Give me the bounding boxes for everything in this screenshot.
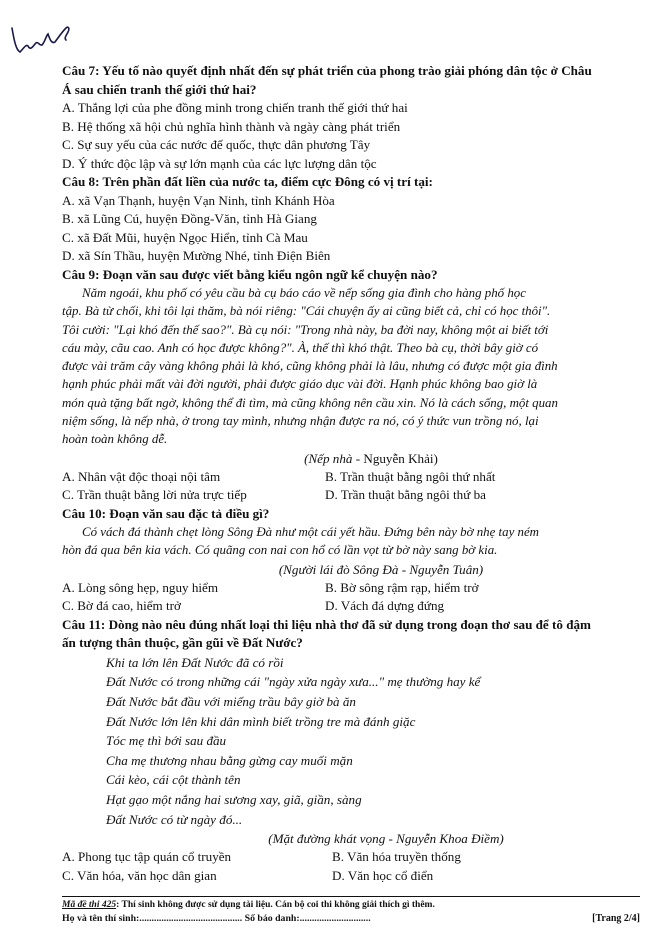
footer-instructions: : Thí sinh không được sử dụng tài liệu. Cán bộ coi thi không giải thích gì thêm. bbox=[116, 900, 435, 910]
excerpt-line: cáu mày, cãu cao. Anh có học được không?". À, thế thì khó thật. Theo bà cụ, thời bây giờ có bbox=[62, 340, 539, 355]
poem-line: Hạt gạo một nắng hai sương xay, giã, giần, sàng bbox=[106, 791, 362, 807]
answer-option-d: D. Ý thức độc lập và sự lớn mạnh của các lực lượng dân tộc bbox=[62, 155, 377, 171]
answer-option-a: A. Phong tục tập quán cổ truyền bbox=[62, 849, 232, 865]
excerpt-line: tập. Bà từ chối, khi tôi lại thăm, bà nói riêng: "Cái chuyện ấy ai cũng biết cả, chỉ có học thôi". bbox=[62, 304, 551, 319]
answer-option-a: A. Lòng sông hẹp, nguy hiểm bbox=[62, 579, 219, 595]
question-text: Trên phần đất liền của nước ta, điểm cực Đông có vị trí tại: bbox=[99, 174, 433, 189]
footer-candidate-row bbox=[62, 912, 640, 926]
poem-line: Đất Nước lớn lên khi dân mình biết trồng tre mà đánh giặc bbox=[106, 713, 416, 729]
question-text-cont: Á sau chiến tranh thế giới thứ hai? bbox=[62, 81, 257, 97]
poem-line: Đất Nước có từ ngày đó... bbox=[106, 811, 243, 827]
poem-excerpt bbox=[62, 653, 640, 829]
poem-line: Đất Nước bắt đầu với miếng trầu bây giờ bà ăn bbox=[106, 693, 356, 709]
question-label: Câu 11: bbox=[62, 616, 106, 632]
excerpt-line: niệm sống, là nếp nhà, ở trong tay mình, nhưng nhận được ra nó, có ý thức vun trồng nó, lại bbox=[62, 414, 539, 429]
question-text: Yếu tố nào quyết định nhất đến sự phát triển của phong trào giải phóng dân tộc ở Châu bbox=[99, 63, 592, 78]
answer-option-a: A. Nhân vật độc thoại nội tâm bbox=[62, 468, 221, 484]
candidate-name-field: Họ và tên thí sinh:.......................................... Số báo danh:............................. bbox=[62, 913, 371, 924]
answer-option-d: D. Vách đá dựng đứng bbox=[325, 598, 445, 614]
answer-option-b: B. xã Lũng Cú, huyện Đồng-Văn, tỉnh Hà Giang bbox=[62, 211, 317, 226]
answer-row bbox=[62, 597, 640, 616]
answer-option-d: D. xã Sín Thầu, huyện Mường Nhé, tỉnh Điện Biên bbox=[62, 248, 331, 263]
answer-option-c: C. xã Đất Mũi, huyện Ngọc Hiển, tỉnh Cà Mau bbox=[62, 229, 308, 245]
answer-option-d: D. Văn học cổ điển bbox=[332, 867, 434, 883]
exam-page-content bbox=[62, 62, 640, 885]
question-7 bbox=[62, 62, 640, 81]
question-11 bbox=[62, 616, 640, 635]
question-text: Đoạn văn sau được viết bằng kiểu ngôn ngữ kể chuyện nào? bbox=[99, 266, 438, 282]
question-10 bbox=[62, 505, 640, 524]
excerpt-line: Tôi cười: "Lại khó đến thế sao?". Bà cụ nói: "Trong nhà này, ba đời nay, không một ai biết tới bbox=[62, 322, 549, 337]
poem-line: Cái kèo, cái cột thành tên bbox=[106, 772, 241, 788]
poem-source: (Mặt đường khát vọng - Nguyễn Khoa Điềm) bbox=[268, 831, 504, 847]
answer-option-d: D. Trần thuật bằng ngôi thứ ba bbox=[325, 487, 486, 503]
answer-option-b: B. Hệ thống xã hội chủ nghĩa hình thành và ngày càng phát triển bbox=[62, 118, 401, 134]
excerpt-line: hoàn toàn không dễ. bbox=[62, 432, 168, 447]
answer-row bbox=[62, 848, 640, 867]
answer-option-a: A. Thắng lợi của phe đồng minh trong chiến tranh thế giới thứ hai bbox=[62, 100, 408, 115]
footer-note bbox=[62, 899, 640, 912]
answer-option-c: C. Bờ đá cao, hiểm trở bbox=[62, 598, 181, 614]
answer-option-c: C. Trần thuật bằng lời nửa trực tiếp bbox=[62, 487, 247, 503]
answer-option-c: C. Văn hóa, văn học dân gian bbox=[62, 867, 217, 883]
poem-line: Khi ta lớn lên Đất Nước đã có rồi bbox=[106, 654, 284, 670]
question-9 bbox=[62, 266, 640, 285]
excerpt-line: hòn đá qua bên kia vách. Có quãng con nai con hổ có lần vọt từ bờ này sang bờ kia. bbox=[62, 543, 498, 558]
question-text: Dòng nào nêu đúng nhất loại thi liệu nhà thơ đã sử dụng trong đoạn thơ sau để tô đậm bbox=[105, 616, 591, 632]
poem-line: Tóc mẹ thì bới sau đầu bbox=[106, 733, 227, 749]
excerpt-line: được vài trăm cây vàng không phải là khó, cũng không phải là lâu, nhưng có được một gia đình bbox=[62, 359, 558, 374]
answer-option-b: B. Trần thuật bằng ngôi thứ nhất bbox=[325, 468, 496, 484]
answer-row bbox=[62, 468, 640, 487]
question-label: Câu 10: bbox=[62, 505, 107, 521]
answer-option-c: C. Sự suy yếu của các nước đế quốc, thực dân phương Tây bbox=[62, 137, 371, 152]
answer-option-b: B. Bờ sông rậm rạp, hiểm trở bbox=[325, 579, 479, 595]
answer-row bbox=[62, 867, 640, 886]
question-label: Câu 9: bbox=[62, 266, 100, 282]
handwritten-signature bbox=[8, 18, 78, 58]
question-text: Đoạn văn sau đặc tả điều gì? bbox=[106, 505, 270, 521]
footer-divider bbox=[62, 896, 640, 897]
excerpt-line: hạnh phúc phải mất vài đời người, phải được giáo dục vài đời. Hạnh phúc không bao giờ là bbox=[62, 377, 538, 392]
excerpt-source: (Nếp nhà - Nguyễn Khải) bbox=[304, 450, 438, 466]
excerpt-line: Năm ngoái, khu phố có yêu cầu bà cụ báo cáo về nếp sống gia đình cho hàng phố học bbox=[82, 286, 526, 300]
question-label: Câu 7: bbox=[62, 63, 100, 78]
poem-line: Đất Nước có trong những cái "ngày xửa ngày xưa..." mẹ thường hay kể bbox=[106, 674, 481, 690]
answer-option-a: A. xã Vạn Thạnh, huyện Vạn Ninh, tỉnh Khánh Hòa bbox=[62, 192, 335, 208]
question-label: Câu 8: bbox=[62, 174, 100, 189]
page-footer bbox=[62, 896, 640, 926]
answer-row bbox=[62, 486, 640, 505]
excerpt-line: Có vách đá thành chẹt lòng Sông Đà như một cái yết hầu. Đứng bên này bờ nhẹ tay ném bbox=[82, 525, 539, 540]
page-number: [Trang 2/4] bbox=[592, 913, 640, 924]
poem-line: Cha mẹ thương nhau bằng gừng cay muối mặn bbox=[106, 752, 353, 768]
excerpt-line: món quà tặng bất ngờ, không thể đi tìm, mà cũng không nên cầu xin. Nó là cách sống, một quan bbox=[62, 395, 558, 410]
excerpt-paragraph bbox=[62, 523, 640, 560]
answer-row bbox=[62, 579, 640, 598]
excerpt-paragraph bbox=[62, 284, 640, 449]
question-8 bbox=[62, 173, 640, 192]
exam-code: Mã đề thi 425 bbox=[62, 900, 117, 910]
excerpt-source: (Người lái đò Sông Đà - Nguyễn Tuân) bbox=[278, 561, 484, 577]
answer-option-b: B. Văn hóa truyền thống bbox=[332, 849, 461, 865]
question-text-cont: ấn tượng thân thuộc, gần gũi về Đất Nước? bbox=[62, 635, 303, 651]
